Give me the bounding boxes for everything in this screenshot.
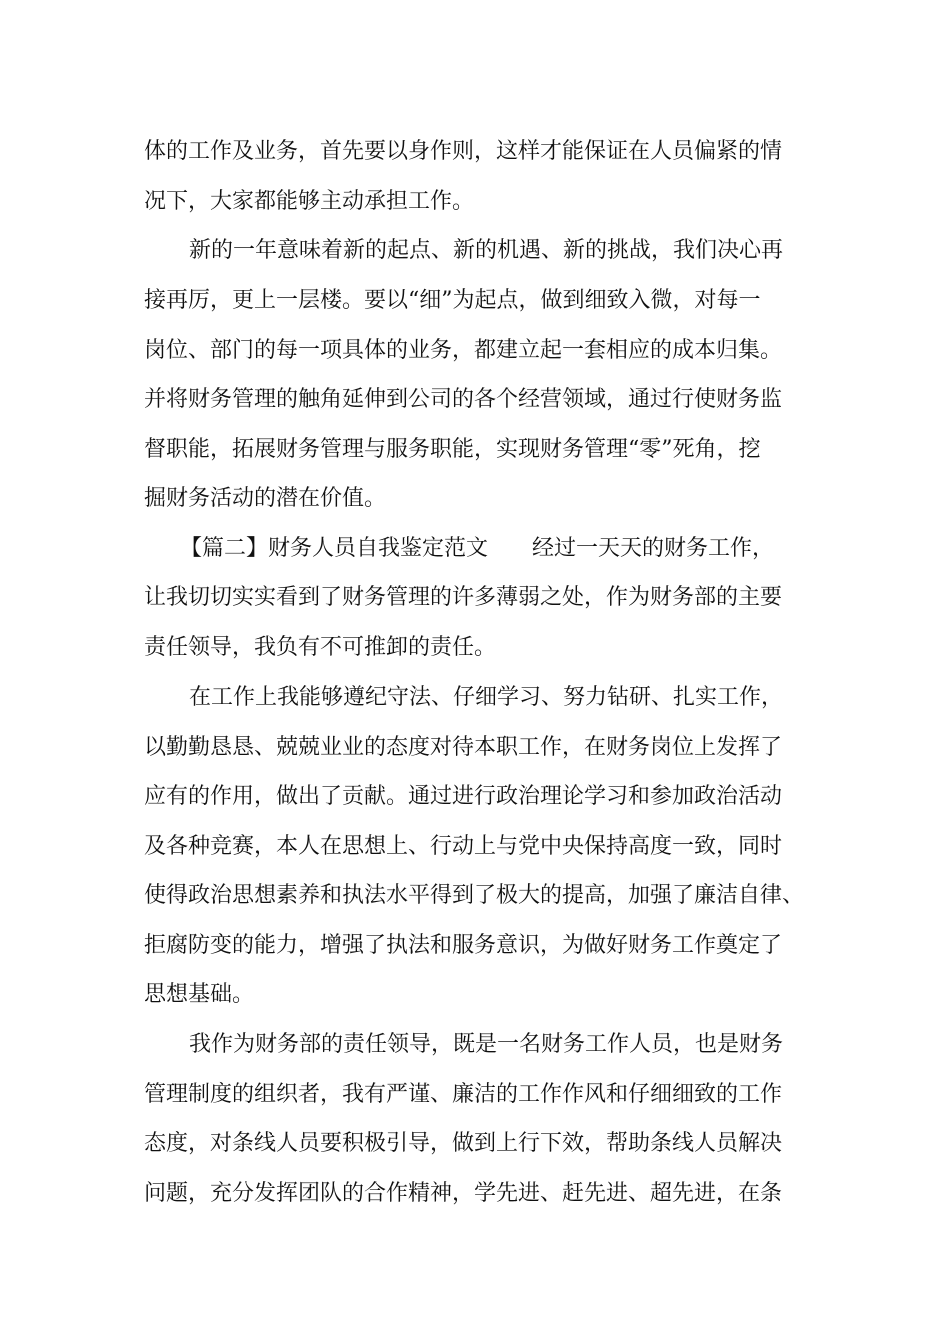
text-line: 接再厉，更上一层楼。要以“细”为起点，做到细致入微，对每一: [144, 288, 761, 313]
text-line: 岗位、部门的每一项具体的业务，都建立起一套相应的成本归集。: [144, 338, 783, 363]
text-line: 思想基础。: [144, 982, 255, 1007]
text-line: 以勤勤恳恳、兢兢业业的态度对待本职工作，在财务岗位上发挥了: [144, 735, 783, 760]
paragraph-first-line: 新的一年意味着新的起点、新的机遇、新的挑战，我们决心再: [189, 238, 784, 263]
text-line: 使得政治思想素养和执法水平得到了极大的提高，加强了廉洁自律、: [144, 883, 805, 908]
paragraph-first-line: 在工作上我能够遵纪守法、仔细学习、努力钻研、扎实工作，: [189, 685, 784, 710]
text-line: 态度，对条线人员要积极引导，做到上行下效，帮助条线人员解决: [144, 1131, 783, 1156]
text-line: 拒腐防变的能力，增强了执法和服务意识，为做好财务工作奠定了: [144, 933, 783, 958]
text-line: 掘财务活动的潜在价值。: [144, 486, 387, 511]
text-line: 况下，大家都能够主动承担工作。: [144, 189, 475, 214]
section-heading-line: 【篇二】财务人员自我鉴定范文 经过一天天的财务工作，: [180, 536, 775, 561]
text-line: 责任领导，我负有不可推卸的责任。: [144, 635, 497, 660]
paragraph-first-line: 我作为财务部的责任领导，既是一名财务工作人员，也是财务: [189, 1032, 784, 1057]
text-line: 督职能，拓展财务管理与服务职能，实现财务管理“零”死角，挖: [144, 437, 761, 462]
text-line: 让我切切实实看到了财务管理的许多薄弱之处，作为财务部的主要: [144, 585, 783, 610]
text-line: 问题，充分发挥团队的合作精神，学先进、赶先进、超先进，在条: [144, 1181, 783, 1206]
text-line: 并将财务管理的触角延伸到公司的各个经营领域，通过行使财务监: [144, 387, 783, 412]
text-line: 应有的作用，做出了贡献。通过进行政治理论学习和参加政治活动: [144, 784, 783, 809]
text-line: 管理制度的组织者，我有严谨、廉洁的工作作风和仔细细致的工作: [144, 1082, 783, 1107]
text-line: 体的工作及业务，首先要以身作则，这样才能保证在人员偏紧的情: [144, 139, 783, 164]
text-line: 及各种竞赛，本人在思想上、行动上与党中央保持高度一致，同时: [144, 834, 783, 859]
